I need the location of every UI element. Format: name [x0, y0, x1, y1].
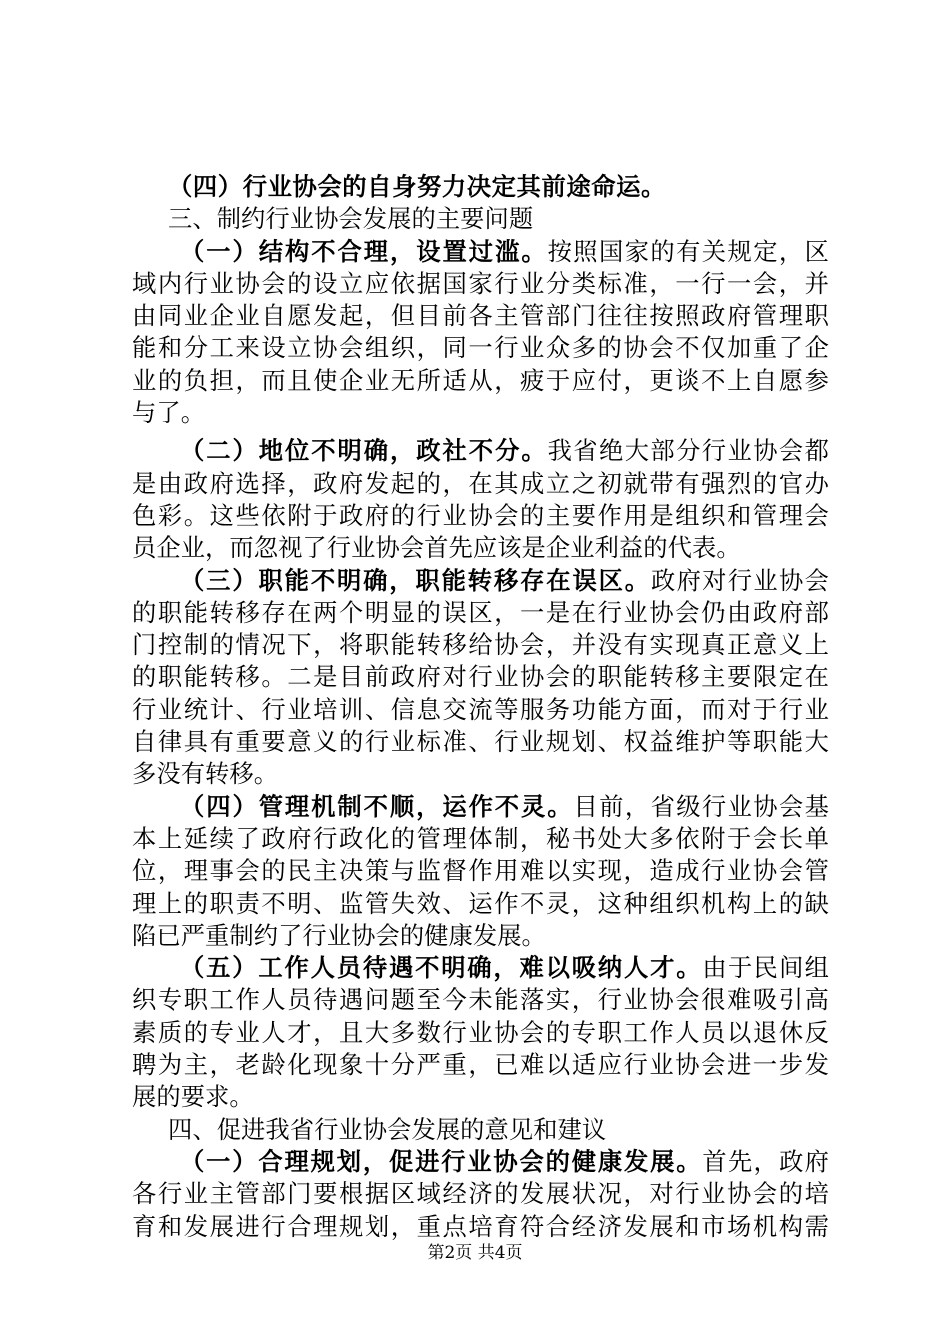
bold-lead: （四）管理机制不顺，运作不灵。 [180, 791, 574, 821]
paragraph-line [132, 268, 829, 300]
text: 的职能转移存在两个明显的误区，一是在行业协会仍由政府部 [132, 597, 829, 627]
text: 我省绝大部分行业协会都 [547, 436, 829, 466]
paragraph-line [132, 468, 829, 500]
text: 由同业企业自愿发起，但目前各主管部门往往按照政府管理职 [132, 301, 829, 331]
paragraph-line [132, 952, 829, 984]
text: 首先，政府 [702, 1146, 830, 1176]
bold-lead: （五）工作人员待遇不明确，难以吸纳人才。 [180, 953, 703, 983]
text: 陷已严重制约了行业协会的健康发展。 [132, 920, 546, 950]
text: 聘为主，老龄化现象十分严重，已难以适应行业协会进一步发 [132, 1050, 829, 1080]
paragraph-line [132, 629, 829, 661]
text: 行业统计、行业培训、信息交流等服务功能方面，而对于行业 [132, 694, 829, 724]
paragraph-line [132, 532, 829, 564]
page-number-footer: 第2页 共4页 [427, 1243, 523, 1263]
bold-lead: （二）地位不明确，政社不分。 [180, 436, 548, 466]
text: 自律具有重要意义的行业标准、行业规划、权益维护等职能大 [132, 727, 829, 757]
paragraph-line [132, 365, 829, 397]
subheading-line [132, 171, 829, 203]
paragraph-line [132, 791, 829, 823]
paragraph-line [132, 300, 829, 332]
paragraph-line [132, 694, 829, 726]
paragraph-line [132, 565, 829, 597]
paragraph-line [132, 397, 829, 429]
paragraph-line [132, 1178, 829, 1210]
text: 素质的专业人才，且大多数行业协会的专职工作人员以退休反 [132, 1017, 829, 1047]
text: 的职能转移。二是目前政府对行业协会的职能转移主要限定在 [132, 662, 829, 692]
text: 三、制约行业协会发展的主要问题 [168, 204, 534, 234]
text: 按照国家的有关规定，区 [547, 236, 829, 266]
paragraph-line [132, 758, 829, 790]
paragraph-line [132, 823, 829, 855]
text: 政府对行业协会 [650, 565, 829, 595]
paragraph-line [132, 661, 829, 693]
text: 由于民间组 [702, 953, 830, 983]
paragraph-line [132, 1049, 829, 1081]
paragraph-line [132, 984, 829, 1016]
section-heading [132, 203, 829, 235]
paragraph-line [132, 1081, 829, 1113]
text: 理上的职责不明、监管失效、运作不灵，这种组织机构上的缺 [132, 888, 829, 918]
paragraph-line [132, 888, 829, 920]
section-heading [132, 1114, 829, 1146]
paragraph-line [132, 920, 829, 952]
paragraph-line [132, 332, 829, 364]
text: 色彩。这些依附于政府的行业协会的主要作用是组织和管理会 [132, 500, 829, 530]
paragraph-line [132, 855, 829, 887]
paragraph-line [132, 1146, 829, 1178]
paragraph-line [132, 1017, 829, 1049]
paragraph-line [132, 236, 829, 268]
text: 能和分工来设立协会组织，同一行业众多的协会不仅加重了企 [132, 333, 829, 363]
bold-lead: （一）合理规划，促进行业协会的健康发展。 [180, 1146, 703, 1176]
text: 展的要求。 [132, 1082, 254, 1112]
text: 是由政府选择，政府发起的，在其成立之初就带有强烈的官办 [132, 468, 829, 498]
bold-lead: （一）结构不合理，设置过滥。 [180, 236, 548, 266]
text: 员企业，而忽视了行业协会首先应该是企业利益的代表。 [132, 533, 741, 563]
text: 目前，省级行业协会基 [573, 791, 830, 821]
paragraph-line [132, 597, 829, 629]
text: 织专职工作人员待遇问题至今未能落实，行业协会很难吸引高 [132, 985, 829, 1015]
text: 位，理事会的民主决策与监督作用难以实现，造成行业协会管 [132, 856, 829, 886]
text: 四、促进我省行业协会发展的意见和建议 [168, 1114, 607, 1144]
paragraph-line [132, 726, 829, 758]
text: 域内行业协会的设立应依据国家行业分类标准，一行一会，并 [132, 268, 829, 298]
text: 与了。 [132, 398, 206, 428]
paragraph-line [132, 500, 829, 532]
bold-lead: （三）职能不明确，职能转移存在误区。 [180, 565, 651, 595]
text: 多没有转移。 [132, 759, 279, 789]
bold-lead: （四）行业协会的自身努力决定其前途命运。 [168, 172, 666, 201]
text: 本上延续了政府行政化的管理体制，秘书处大多依附于会长单 [132, 823, 829, 853]
text: 各行业主管部门要根据区域经济的发展状况，对行业协会的培 [132, 1179, 829, 1209]
text: 育和发展进行合理规划，重点培育符合经济发展和市场机构需 [132, 1211, 829, 1241]
text: 门控制的情况下，将职能转移给协会，并没有实现真正意义上 [132, 630, 829, 660]
paragraph-line [132, 435, 829, 467]
text: 业的负担，而且使企业无所适从，疲于应付，更谈不上自愿参 [132, 365, 829, 395]
document-body [132, 171, 829, 1243]
